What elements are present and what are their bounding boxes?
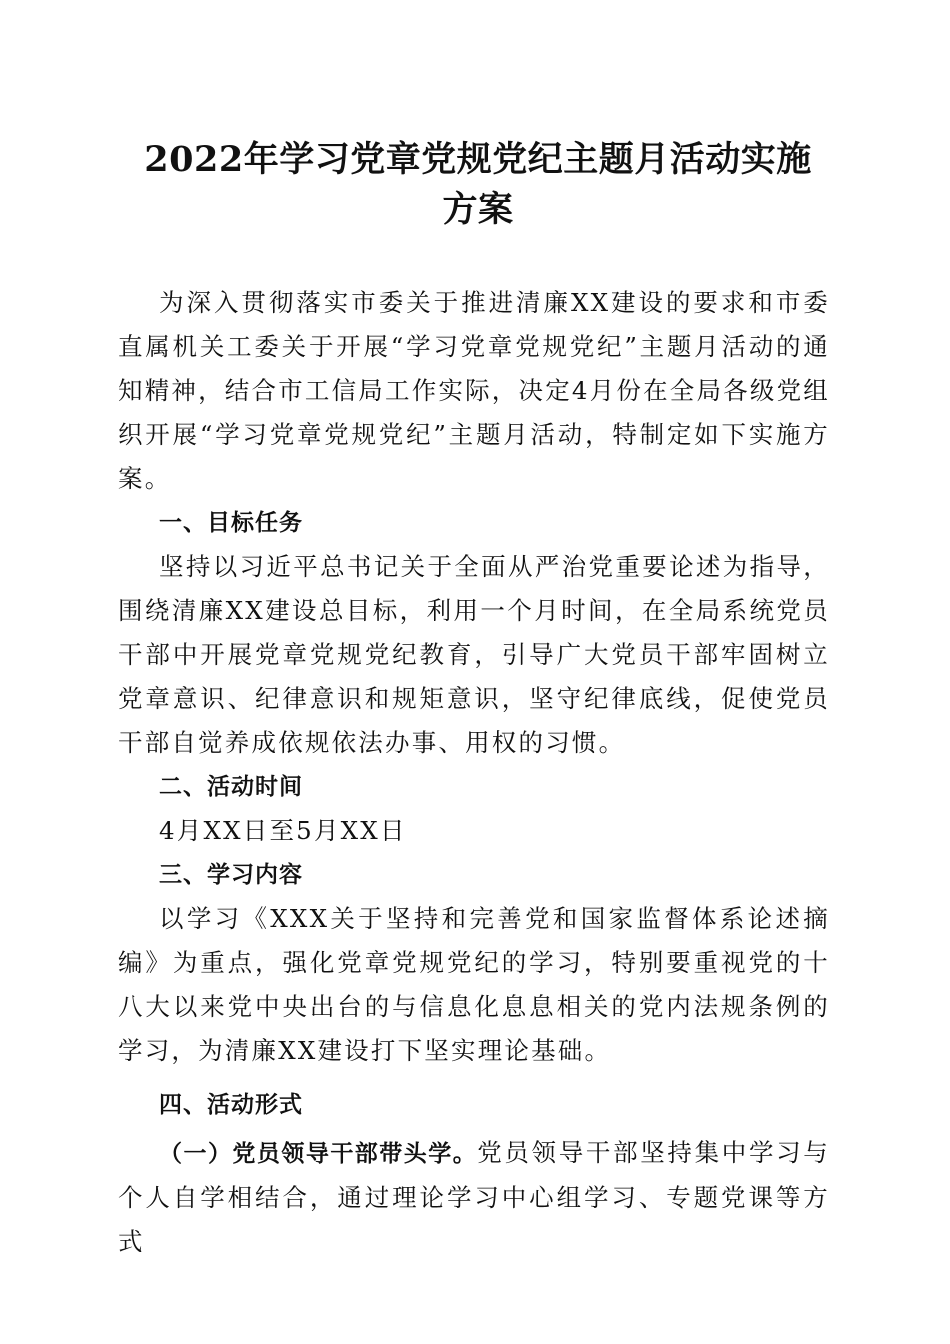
intro-paragraph: 为深入贯彻落实市委关于推进清廉XX建设的要求和市委直属机关工委关于开展“学习党章党规党纪”主题月活动的通知精神，结合市工信局工作实际，决定4月份在全局各级党组织开展“学习党章党规党纪”主题月活动，特制定如下实施方案。 [118,288,830,493]
subsection-text: 党员领导干部坚持集中学习与个人自学相结合，通过理论学习中心组学习、专题党课等方式 [118,1138,830,1256]
document-title: 2022年学习党章党规党纪主题月活动实施方案 [144,139,812,230]
document-body [118,281,830,1264]
section-text-form [118,1131,830,1264]
section-heading-goals: 一、目标任务 [159,510,303,536]
section-text-goals: 坚持以习近平总书记关于全面从严治党重要论述为指导，围绕清廉XX建设总目标，利用一个月时间，在全局系统党员干部中开展党章党规党纪教育，引导广大党员干部牢固树立党章意识、纪律意识和规矩意识，坚守纪律底线，促使党员干部自觉养成依规依法办事、用权的习惯。 [118,552,830,757]
subsection-label: （一）党员领导干部带头学。 [159,1141,478,1167]
section-heading-form: 四、活动形式 [159,1092,303,1118]
section-heading-time: 二、活动时间 [159,774,303,800]
section-text-content: 以学习《XXX关于坚持和完善党和国家监督体系论述摘编》为重点，强化党章党规党纪的学习，特别要重视党的十八大以来党中央出台的与信息化息息相关的党内法规条例的学习，为清廉XX建设打下坚实理论基础。 [118,904,830,1065]
section-heading-content: 三、学习内容 [159,862,303,888]
section-text-time: 4月XX日至5月XX日 [159,816,407,845]
